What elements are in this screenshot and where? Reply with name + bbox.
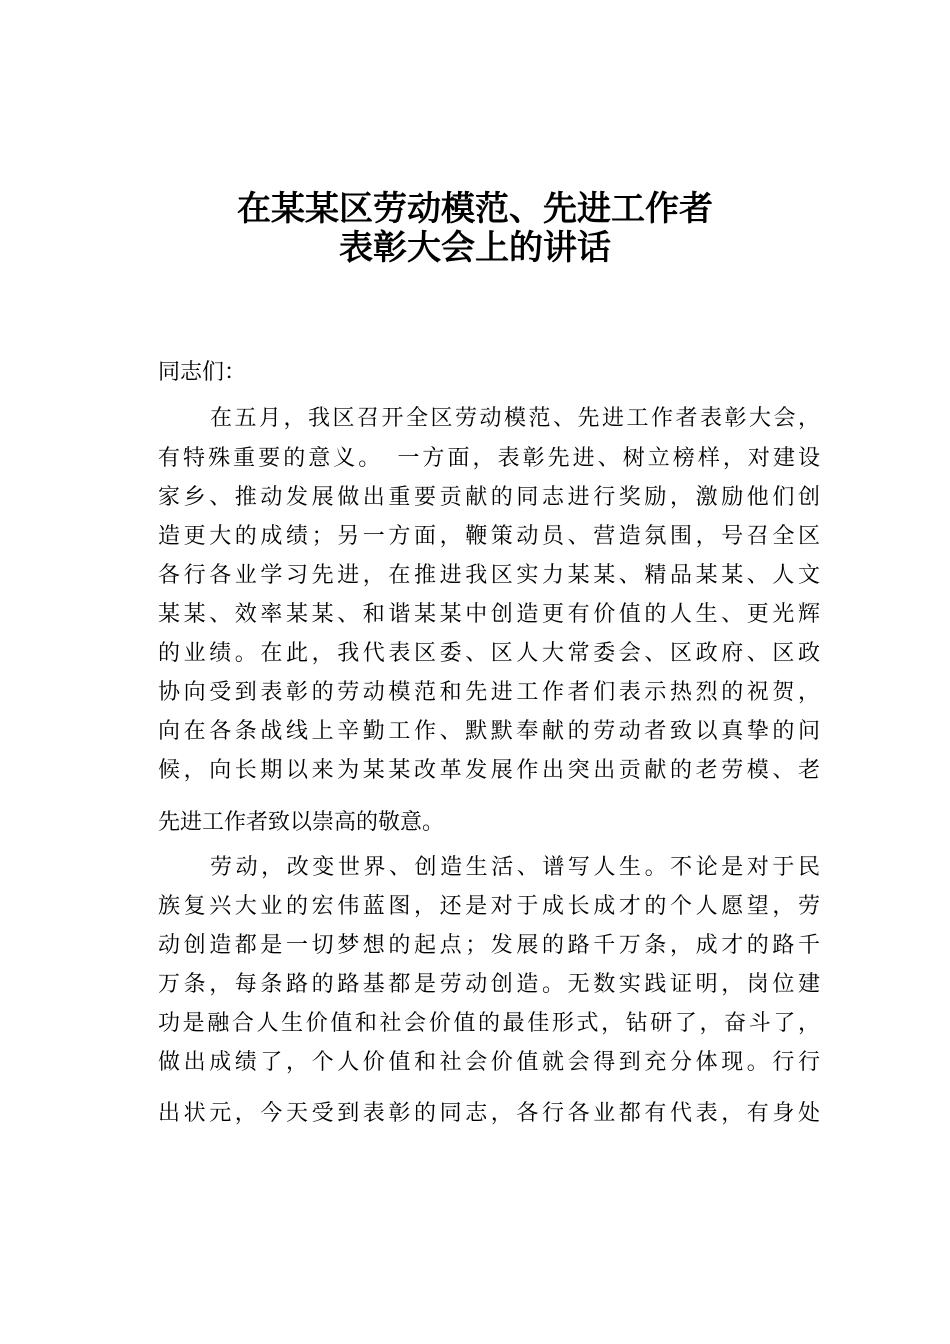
paragraph-1-line: 各行各业学习先进，在推进我区实力某某、精品某某、人文 <box>158 563 820 588</box>
paragraph-1-line: 造更大的成绩；另一方面，鞭策动员、营造氛围，号召全区 <box>158 524 820 549</box>
document-title-line-2: 表彰大会上的讲话 <box>339 228 611 268</box>
paragraph-1-line: 家乡、推动发展做出重要贡献的同志进行奖励，激励他们创 <box>158 485 820 510</box>
paragraph-2-line: 动创造都是一切梦想的起点；发展的路千万条，成才的路千 <box>158 933 820 958</box>
paragraph-2-line: 做出成绩了，个人价值和社会价值就会得到充分体现。行行 <box>158 1050 820 1075</box>
paragraph-2-line: 功是融合人生价值和社会价值的最佳形式，钻研了，奋斗了， <box>158 1011 820 1036</box>
paragraph-2-line: 万条，每条路的路基都是劳动创造。无数实践证明，岗位建 <box>158 972 820 997</box>
paragraph-1-line: 向在各条战线上辛勤工作、默默奉献的劳动者致以真挚的问 <box>158 719 820 744</box>
paragraph-1-line: 候，向长期以来为某某改革发展作出突出贡献的老劳模、老 <box>158 758 820 783</box>
salutation: 同志们： <box>158 360 247 385</box>
paragraph-1-line: 的业绩。在此，我代表区委、区人大常委会、区政府、区政 <box>158 641 820 666</box>
paragraph-1-line: 某某、效率某某、和谐某某中创造更有价值的人生、更光辉 <box>158 602 820 627</box>
paragraph-1-line: 有特殊重要的意义。 一方面，表彰先进、树立榜样，对建设 <box>158 446 820 471</box>
paragraph-2-line: 族复兴大业的宏伟蓝图，还是对于成长成才的个人愿望，劳 <box>158 894 820 919</box>
paragraph-1-line: 协向受到表彰的劳动模范和先进工作者们表示热烈的祝贺， <box>158 680 820 705</box>
paragraph-2-line: 出状元，今天受到表彰的同志，各行各业都有代表，有身处 <box>158 1101 820 1126</box>
document-title-line-1: 在某某区劳动模范、先进工作者 <box>237 189 713 229</box>
paragraph-1-line: 先进工作者致以崇高的敬意。 <box>158 810 445 835</box>
paragraph-2-line: 劳动，改变世界、创造生活、谱写人生。不论是对于民 <box>210 855 820 880</box>
paragraph-1-line: 在五月，我区召开全区劳动模范、先进工作者表彰大会， <box>210 406 820 431</box>
